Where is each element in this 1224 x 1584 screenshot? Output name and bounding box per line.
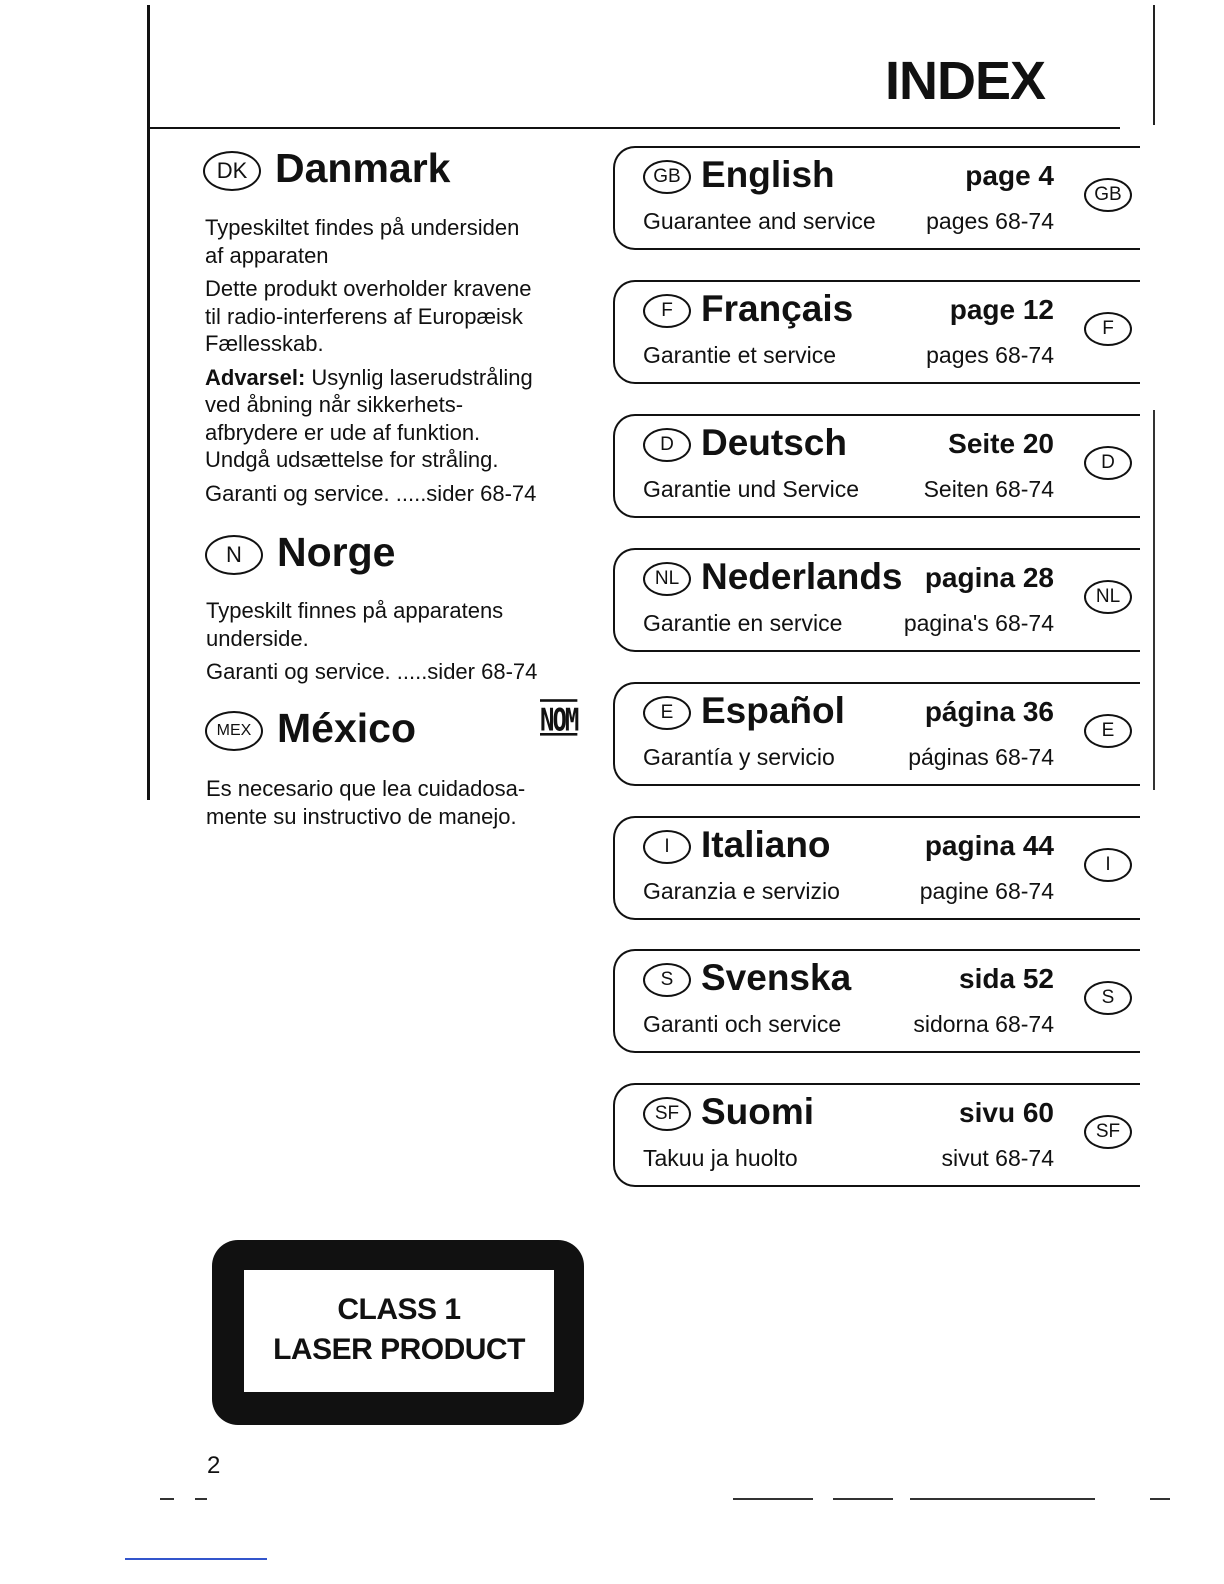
page-number: 2 xyxy=(207,1452,221,1479)
norge-text xyxy=(206,597,606,686)
entry-page: página 36 xyxy=(924,696,1054,727)
entry-guarantee-pages: Seiten 68-74 xyxy=(923,476,1054,502)
sf-side-badge-icon: SF xyxy=(1084,1115,1132,1149)
danmark-heading xyxy=(203,145,450,192)
danmark-p3-line: Undgå udsættelse for stråling. xyxy=(205,447,499,472)
norge-title: Norge xyxy=(277,529,396,575)
norge-guarantee: Garanti og service. .....sider 68-74 xyxy=(206,659,538,684)
danmark-guarantee: Garanti og service. .....sider 68-74 xyxy=(205,480,537,506)
entry-language-name: Nederlands xyxy=(701,556,903,597)
entry-guarantee-pages: sivut 68-74 xyxy=(941,1145,1054,1171)
entry-language xyxy=(643,690,845,732)
index-entry-espanol xyxy=(613,682,1140,786)
index-entry-suomi xyxy=(613,1083,1140,1187)
d-side-badge-icon: D xyxy=(1084,446,1132,480)
entry-guarantee: Garanti och service xyxy=(643,1011,842,1037)
left-margin-rule xyxy=(147,5,150,800)
danmark-p2-line: Fællesskab. xyxy=(205,331,324,356)
entry-language-name: Suomi xyxy=(701,1091,815,1132)
entry-language-name: English xyxy=(701,154,835,195)
f-badge-icon: F xyxy=(643,294,691,328)
entry-guarantee-pages: pages 68-74 xyxy=(926,208,1054,234)
n-badge-icon: N xyxy=(205,535,263,575)
index-entry-deutsch xyxy=(613,414,1140,518)
gb-side-badge-icon: GB xyxy=(1084,178,1132,212)
i-side-badge-icon: I xyxy=(1084,848,1132,882)
entry-language xyxy=(643,422,847,464)
mexico-heading xyxy=(205,705,416,752)
gb-badge-icon: GB xyxy=(643,160,691,194)
s-side-badge-icon: S xyxy=(1084,981,1132,1015)
entry-guarantee: Takuu ja huolto xyxy=(643,1145,798,1171)
page-title: INDEX xyxy=(885,51,1046,111)
entry-page: page 4 xyxy=(965,160,1054,191)
laser-class-label xyxy=(212,1240,584,1425)
nl-side-badge-icon: NL xyxy=(1084,580,1132,614)
entry-language-name: Italiano xyxy=(701,824,831,865)
e-badge-icon: E xyxy=(643,696,691,730)
entry-language xyxy=(643,556,903,598)
danmark-p1-line: Typeskiltet findes på undersiden xyxy=(205,215,520,240)
entry-language xyxy=(643,1091,814,1133)
scan-artifact xyxy=(910,1498,1095,1500)
entry-language-name: Deutsch xyxy=(701,422,847,463)
entry-language xyxy=(643,154,835,196)
entry-page: page 12 xyxy=(949,294,1054,325)
laser-product-text: LASER PRODUCT xyxy=(273,1333,525,1366)
danmark-p1-line: af apparaten xyxy=(205,242,329,268)
index-entry-francais xyxy=(613,280,1140,384)
scan-artifact xyxy=(833,1498,893,1500)
e-side-badge-icon: E xyxy=(1084,714,1132,748)
entry-guarantee: Garantía y servicio xyxy=(643,744,835,770)
index-entry-italiano xyxy=(613,816,1140,920)
nl-badge-icon: NL xyxy=(643,562,691,596)
entry-guarantee: Garanzia e servizio xyxy=(643,878,840,904)
laser-label-panel xyxy=(244,1270,554,1392)
norge-p1-line: underside. xyxy=(206,625,309,651)
index-entry-english xyxy=(613,146,1140,250)
danmark-p2-line: til radio-interferens af Europæisk xyxy=(205,303,523,329)
mexico-text xyxy=(206,775,606,830)
entry-guarantee-pages: pages 68-74 xyxy=(926,342,1054,368)
entry-language xyxy=(643,288,853,330)
right-margin-rule-lower xyxy=(1153,410,1155,790)
entry-guarantee-pages: pagina's 68-74 xyxy=(903,610,1054,636)
right-margin-rule xyxy=(1153,5,1155,125)
index-entry-nederlands xyxy=(613,548,1140,652)
entry-guarantee: Guarantee and service xyxy=(643,208,876,234)
laser-class-text: CLASS 1 xyxy=(337,1293,461,1326)
entry-page: Seite 20 xyxy=(948,428,1054,459)
warning-label: Advarsel: xyxy=(205,364,306,390)
entry-language-name: Svenska xyxy=(701,957,852,998)
entry-guarantee-pages: pagine 68-74 xyxy=(919,878,1054,904)
danmark-title: Danmark xyxy=(275,145,451,191)
danmark-p3-line: ved åbning når sikkerhets- xyxy=(205,392,464,417)
danmark-warning-line xyxy=(205,364,605,392)
scan-artifact xyxy=(195,1498,207,1500)
entry-guarantee-pages: páginas 68-74 xyxy=(908,744,1054,770)
entry-guarantee: Garantie und Service xyxy=(643,476,860,502)
s-badge-icon: S xyxy=(643,963,691,997)
danmark-p2-line: Dette produkt overholder kravene xyxy=(205,276,532,301)
entry-page: pagina 44 xyxy=(924,830,1054,861)
entry-language-name: Español xyxy=(701,690,845,731)
mexico-p1-line: mente su instructivo de manejo. xyxy=(206,803,517,829)
index-entry-svenska xyxy=(613,949,1140,1053)
entry-page: sivu 60 xyxy=(959,1097,1054,1128)
dk-badge-icon: DK xyxy=(203,151,261,191)
scan-edge-line xyxy=(125,1558,267,1560)
entry-language xyxy=(643,957,851,999)
entry-page: pagina 28 xyxy=(924,562,1054,593)
entry-page: sida 52 xyxy=(959,963,1054,994)
scan-artifact xyxy=(733,1498,813,1500)
entry-guarantee: Garantie en service xyxy=(643,610,843,636)
entry-guarantee-pages: sidorna 68-74 xyxy=(913,1011,1054,1037)
entry-guarantee: Garantie et service xyxy=(643,342,837,368)
f-side-badge-icon: F xyxy=(1084,312,1132,346)
entry-language xyxy=(643,824,831,866)
entry-language-name: Français xyxy=(701,288,854,329)
norge-p1-line: Typeskilt finnes på apparatens xyxy=(206,598,504,623)
sf-badge-icon: SF xyxy=(643,1097,691,1131)
scan-artifact xyxy=(1150,1498,1170,1500)
mexico-title: México xyxy=(277,705,416,751)
i-badge-icon: I xyxy=(643,830,691,864)
scan-artifact xyxy=(160,1498,174,1500)
danmark-p3-line: afbrydere er ude af funktion. xyxy=(205,419,481,445)
header-rule xyxy=(150,127,1120,129)
mexico-p1-line: Es necesario que lea cuidadosa- xyxy=(206,776,526,801)
danmark-text xyxy=(205,214,605,507)
d-badge-icon: D xyxy=(643,428,691,462)
nom-logo: NOM xyxy=(540,701,578,739)
warning-text: Usynlig laserudstråling xyxy=(311,364,533,390)
norge-heading xyxy=(205,529,395,576)
mex-badge-icon: MEX xyxy=(205,711,263,751)
